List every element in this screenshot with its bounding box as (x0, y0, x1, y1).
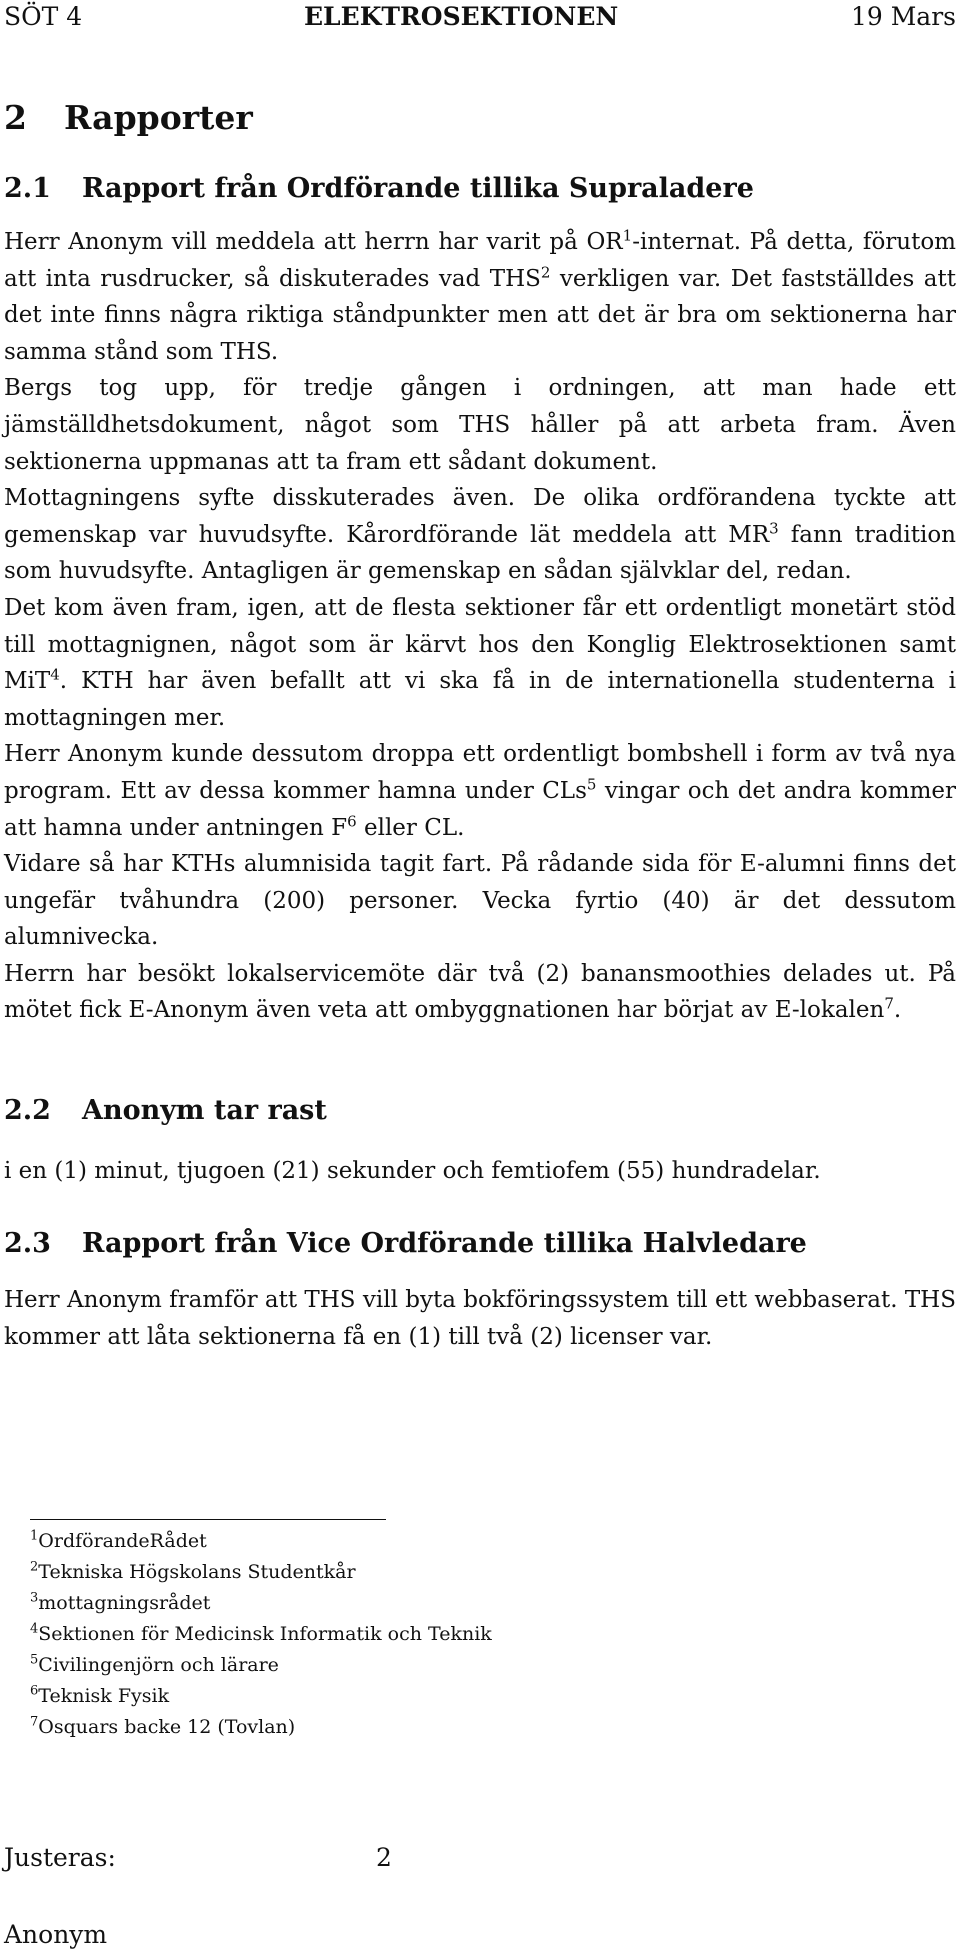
footnotes (30, 1526, 492, 1743)
subsection-title: Anonym tar rast (82, 1095, 327, 1126)
paragraph: Bergs tog upp, för tredje gången i ordningen, att man hade ett jämställdhetsdokument, något som THS håller på att arbeta fram. Även sektionerna uppmanas att ta fram ett sådant dokument. (4, 375, 956, 475)
footnote: $^5$Civilingenjörn och lärare (30, 1652, 279, 1676)
footnote-ref: 7 (884, 994, 894, 1013)
subsection-body-2-2 (4, 1153, 956, 1190)
paragraph: Det kom även fram, igen, att de flesta sektioner får ett ordentligt monetärt stöd till mottagnignen, något som är kärvt hos den Konglig Elektrosektionen samt MiT$^4$. KTH har även befallt att vi ska få in de internationella studenterna i mottagningen mer. (4, 594, 956, 731)
paragraph: Vidare så har KTHs alumnisida tagit fart. På rådande sida för E-alumni finns det ungefär tvåhundra (200) personer. Vecka fyrtio (40) är det dessutom alumnivecka. (4, 851, 956, 951)
paragraph: Mottagningens syfte disskuterades även. De olika ordförandena tyckte att gemenskap var huvudsyfte. Kårordförande lät meddela att $MR^3$ fann tradition som huvudsyfte. Antagligen är gemenskap en sådan självklar del, redan. (4, 485, 956, 585)
footnote-ref: 5 (586, 775, 597, 794)
header-left: SÖT 4 (4, 2, 83, 31)
subsection-number: 2.2 (4, 1095, 51, 1126)
footnote: $^6$Teknisk Fysik (30, 1683, 170, 1707)
subsection-heading-2-1 (4, 173, 754, 204)
section-title: Rapporter (64, 98, 253, 137)
footnote: $^1$OrdförandeRådet (30, 1528, 207, 1552)
footnote: $^4$Sektionen för Medicinsk Informatik och Teknik (30, 1621, 492, 1645)
paragraph: Herr Anonym vill meddela att herrn har varit på $OR^1$-internat. På detta, förutom att inta rusdrucker, så diskuterades vad THS$^2$ verkligen var. Det fastställdes att det inte finns några riktiga ståndpunkter men att det är bra om sektionerna har samma stånd som THS. (4, 226, 957, 365)
footnote: $^7$Osquars backe 12 (Tovlan) (30, 1714, 296, 1738)
paragraph: Herrn har besökt lokalservicemöte där två (2) banansmoothies delades ut. På mötet fick E-Anonym även veta att ombyggnationen har börjat av E-lokalen$^7$. (4, 960, 956, 1024)
section-number: 2 (4, 98, 27, 137)
subsection-title: Rapport från Ordförande tillika Supraladere (82, 173, 754, 204)
footer-label: Justeras: (4, 1843, 116, 1872)
subsection-title: Rapport från Vice Ordförande tillika Halvledare (82, 1228, 807, 1259)
footer-justeras (4, 1843, 392, 1872)
footnote: $^2$Tekniska Högskolans Studentkår (30, 1559, 356, 1583)
footnote-ref: 6 (347, 811, 357, 830)
paragraph: i en (1) minut, tjugoen (21) sekunder och femtiofem (55) hundradelar. (4, 1158, 821, 1184)
subsection-number: 2.3 (4, 1228, 51, 1259)
footnote-divider (30, 1519, 386, 1520)
footnote-ref: 1 (622, 226, 633, 245)
footnote-ref: 2 (540, 262, 551, 281)
subsection-number: 2.1 (4, 173, 51, 204)
section-heading (4, 98, 253, 137)
subsection-body-2-1 (4, 224, 956, 1029)
subsection-heading-2-2 (4, 1095, 327, 1126)
footnote-ref: 3 (769, 519, 779, 538)
page-number: 2 (376, 1843, 392, 1872)
subsection-heading-2-3 (4, 1228, 807, 1259)
footer-signer: Anonym (4, 1920, 108, 1949)
header-center: ELEKTROSEKTIONEN (304, 2, 619, 31)
running-header (4, 2, 956, 36)
paragraph: Herr Anonym kunde dessutom droppa ett ordentligt bombshell i form av två nya program. Ett av dessa kommer hamna under CLs$^5$ vingar och det andra kommer att hamna under antningen $F^6$ eller CL. (4, 741, 956, 841)
paragraph: Herr Anonym framför att THS vill byta bokföringssystem till ett webbaserat. THS kommer att låta sektionerna få en (1) till två (2) licenser var. (4, 1287, 956, 1350)
header-right: 19 Mars (850, 2, 956, 31)
footnote: $^3$mottagningsrådet (30, 1590, 211, 1614)
subsection-body-2-3 (4, 1282, 956, 1355)
footnote-ref: 4 (50, 665, 60, 684)
